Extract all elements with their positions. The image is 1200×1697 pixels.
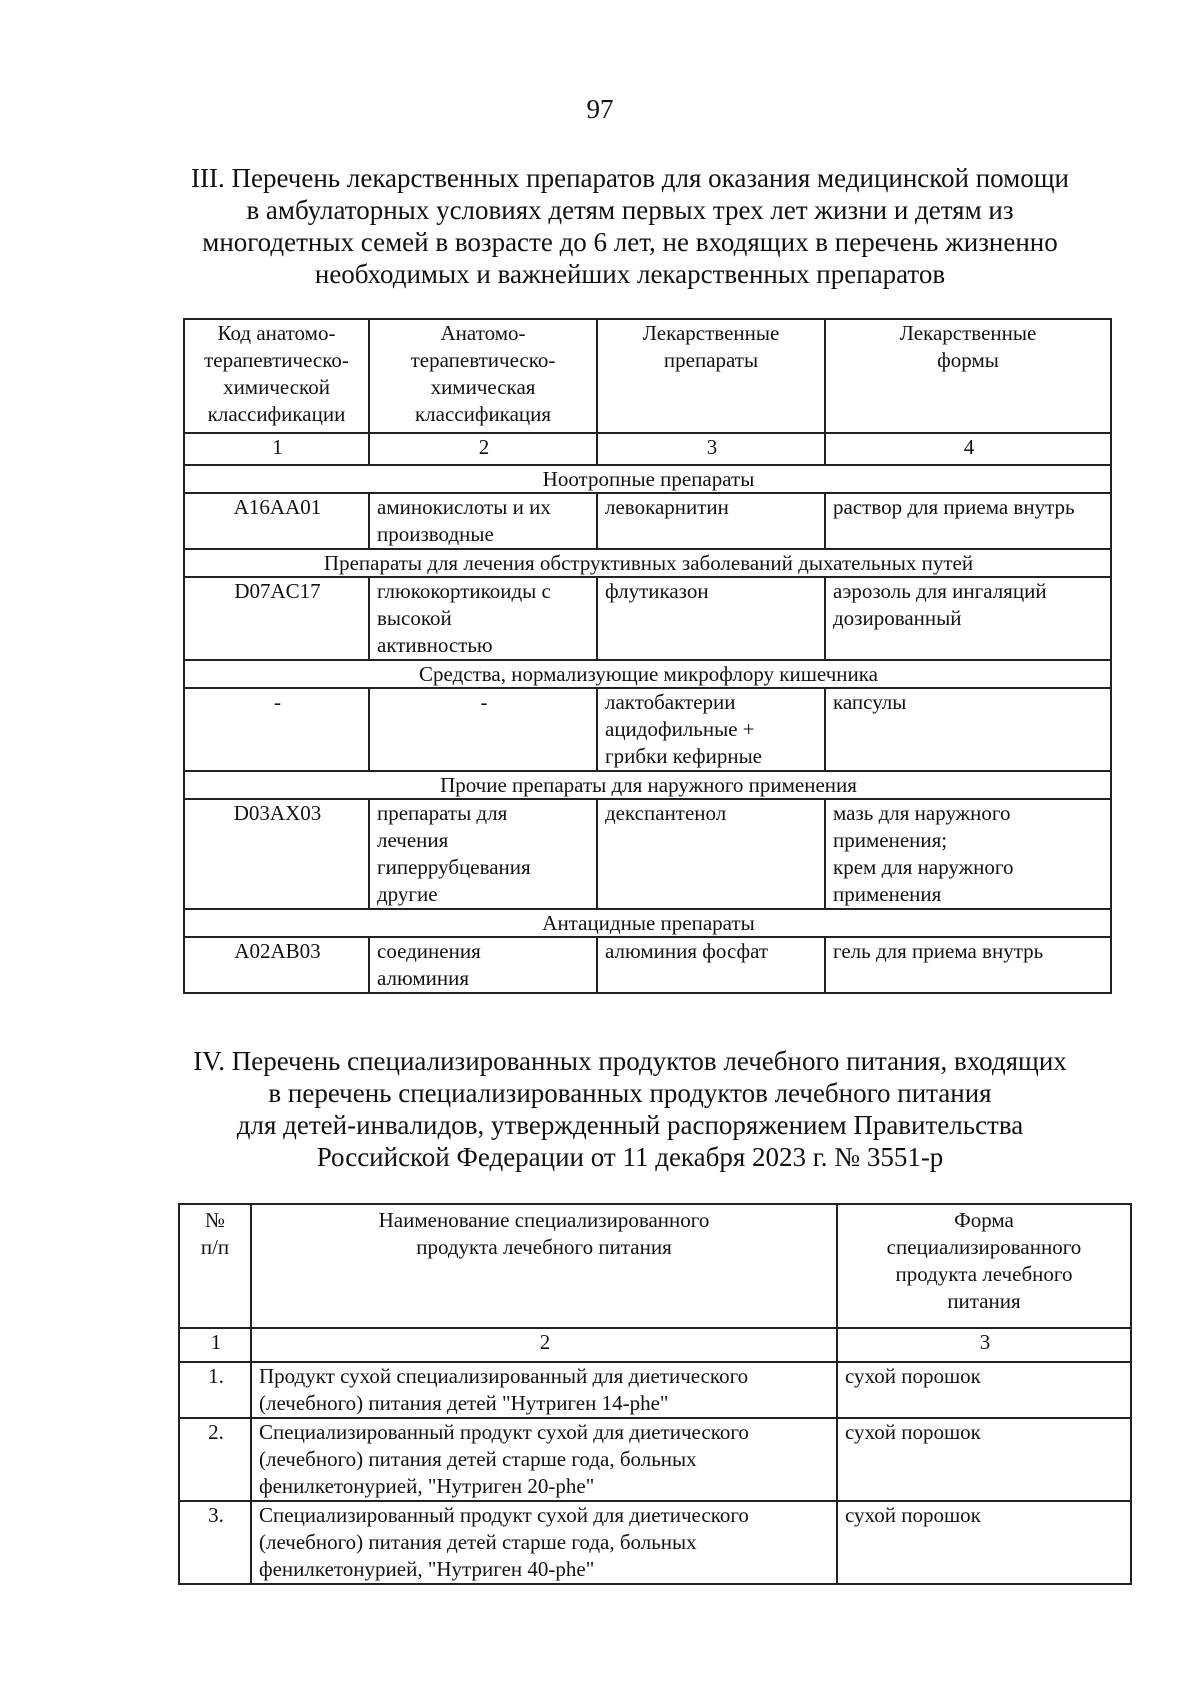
section-4-title-line: для детей-инвалидов, утвержденный распоряжением Правительства — [236, 1110, 1024, 1140]
column-header-line: специализированного — [886, 1235, 1082, 1259]
column-header — [825, 319, 1111, 433]
atc-classification-line: алюминия — [377, 966, 470, 990]
product-name-line: Специализированный продукт сухой для диетического — [259, 1420, 749, 1444]
column-header-line: терапевтическо- — [204, 348, 349, 372]
group-row — [184, 660, 1111, 688]
column-header-line: классификации — [207, 402, 346, 426]
dosage-forms-line: крем для наружного — [833, 855, 1014, 879]
section-4-title-line: Российской Федерации от 11 декабря 2023 г. № 3551-р — [316, 1142, 944, 1172]
column-header-line: Лекарственные — [642, 321, 780, 345]
section-4-title-line: в перечень специализированных продуктов лечебного питания — [268, 1078, 992, 1108]
group-row — [184, 465, 1111, 493]
table-row — [184, 493, 1111, 549]
row-number: 1. — [179, 1362, 251, 1418]
row-number: 2. — [179, 1418, 251, 1501]
column-header-line: Форма — [954, 1208, 1014, 1232]
medicines-table — [183, 318, 1112, 994]
dosage-forms-line: гель для приема внутрь — [833, 939, 1044, 963]
column-number: 1 — [184, 433, 369, 465]
atc-classification-line: соединения — [377, 939, 481, 963]
column-header-line: препараты — [663, 348, 759, 372]
section-3-title-line: необходимых и важнейших лекарственных препаратов — [314, 259, 946, 289]
column-header-line: формы — [937, 348, 999, 372]
group-title: Прочие препараты для наружного применения — [184, 771, 1111, 799]
drug-name-line: декспантенол — [605, 801, 727, 825]
column-header-line: классификация — [414, 402, 552, 426]
table-header-row — [184, 319, 1111, 433]
drug-name — [597, 493, 825, 549]
column-header — [597, 319, 825, 433]
atc-classification — [369, 799, 597, 909]
column-number: 2 — [251, 1328, 837, 1362]
atc-code: D03AX03 — [184, 799, 369, 909]
product-name-line: фенилкетонурией, "Нутриген 20-phe" — [259, 1474, 595, 1498]
product-name — [251, 1418, 837, 1501]
atc-code: - — [184, 688, 369, 771]
dosage-forms-line: дозированный — [833, 606, 962, 630]
atc-classification-line: препараты для — [377, 801, 508, 825]
column-header — [369, 319, 597, 433]
drug-name-line: левокарнитин — [605, 495, 729, 519]
section-4-title — [150, 1045, 1110, 1173]
column-header-line: продукта лечебного питания — [416, 1235, 672, 1259]
table-header-row — [179, 1204, 1131, 1328]
product-form: сухой порошок — [837, 1418, 1131, 1501]
atc-classification-line: - — [480, 690, 488, 714]
dosage-forms-line: капсулы — [833, 690, 907, 714]
column-header-line: Лекарственные — [899, 321, 1037, 345]
group-title: Ноотропные препараты — [184, 465, 1111, 493]
atc-classification — [369, 937, 597, 993]
column-header-line: Код анатомо- — [217, 321, 336, 345]
drug-name-line: алюминия фосфат — [605, 939, 769, 963]
drug-name — [597, 799, 825, 909]
column-number: 1 — [179, 1328, 251, 1362]
table-row — [179, 1362, 1131, 1418]
dosage-forms — [825, 937, 1111, 993]
column-header — [837, 1204, 1131, 1328]
section-4-title-line: IV. Перечень специализированных продуктов лечебного питания, входящих — [193, 1046, 1067, 1076]
atc-classification-line: лечения — [377, 828, 449, 852]
column-header-line: № — [204, 1208, 226, 1232]
column-header-line: п/п — [200, 1235, 230, 1259]
column-header-line: терапевтическо- — [410, 348, 556, 372]
page-number: 97 — [586, 94, 614, 124]
atc-classification-line: глюкокортикоиды с — [377, 579, 551, 603]
drug-name-line: лактобактерии — [605, 690, 736, 714]
section-3-title-line: III. Перечень лекарственных препаратов для оказания медицинской помощи — [191, 163, 1069, 193]
row-number: 3. — [179, 1501, 251, 1584]
product-name-line: Специализированный продукт сухой для диетического — [259, 1503, 749, 1527]
drug-name — [597, 937, 825, 993]
column-header-line: химической — [223, 375, 330, 399]
dosage-forms-line: мазь для наружного — [833, 801, 1011, 825]
atc-code: A02AB03 — [184, 937, 369, 993]
drug-name-line: флутиказон — [605, 579, 709, 603]
column-header-line: питания — [947, 1289, 1021, 1313]
section-3-title-line: в амбулаторных условиях детям первых трех лет жизни и детям из — [246, 195, 1014, 225]
column-header-line: химическая — [430, 375, 536, 399]
dosage-forms — [825, 577, 1111, 660]
dosage-forms — [825, 493, 1111, 549]
atc-classification-line: активностью — [377, 633, 493, 657]
column-number: 2 — [369, 433, 597, 465]
column-number-row — [184, 433, 1111, 465]
group-title: Антацидные препараты — [184, 909, 1111, 937]
column-number: 3 — [837, 1328, 1131, 1362]
product-name-line: фенилкетонурией, "Нутриген 40-phe" — [259, 1557, 595, 1581]
section-3-title-line: многодетных семей в возрасте до 6 лет, не входящих в перечень жизненно — [202, 227, 1058, 257]
table-row — [184, 937, 1111, 993]
atc-classification-line: аминокислоты и их — [377, 495, 551, 519]
atc-classification-line: высокой — [377, 606, 452, 630]
table-row — [179, 1501, 1131, 1584]
atc-code: A16AA01 — [184, 493, 369, 549]
group-row — [184, 909, 1111, 937]
dosage-forms-line: применения — [833, 882, 942, 906]
group-title: Средства, нормализующие микрофлору кишечника — [184, 660, 1111, 688]
column-header-line: Наименование специализированного — [378, 1208, 710, 1232]
product-name-line: Продукт сухой специализированный для диетического — [259, 1364, 749, 1388]
atc-classification-line: производные — [377, 522, 494, 546]
column-header-line: Анатомо- — [440, 321, 526, 345]
column-number-row — [179, 1328, 1131, 1362]
product-name-line: (лечебного) питания детей старше года, больных — [259, 1447, 697, 1471]
product-name-line: (лечебного) питания детей "Нутриген 14-phe" — [259, 1391, 669, 1415]
table-row — [179, 1418, 1131, 1501]
section-3-title — [150, 162, 1110, 290]
drug-name-line: ацидофильные + — [605, 717, 755, 741]
dosage-forms — [825, 688, 1111, 771]
column-number: 3 — [597, 433, 825, 465]
column-number: 4 — [825, 433, 1111, 465]
drug-name-line: грибки кефирные — [605, 744, 762, 768]
drug-name — [597, 577, 825, 660]
table-row — [184, 799, 1111, 909]
group-row — [184, 771, 1111, 799]
product-name — [251, 1501, 837, 1584]
product-form: сухой порошок — [837, 1501, 1131, 1584]
column-header-line: продукта лечебного — [895, 1262, 1073, 1286]
atc-code: D07AC17 — [184, 577, 369, 660]
product-form: сухой порошок — [837, 1362, 1131, 1418]
dosage-forms-line: применения; — [833, 828, 948, 852]
group-row — [184, 549, 1111, 577]
product-name — [251, 1362, 837, 1418]
nutrition-products-table — [178, 1203, 1132, 1585]
dosage-forms-line: раствор для приема внутрь — [833, 495, 1075, 519]
drug-name — [597, 688, 825, 771]
dosage-forms-line: аэрозоль для ингаляций — [833, 579, 1047, 603]
atc-classification-line: гиперрубцевания — [377, 855, 531, 879]
dosage-forms — [825, 799, 1111, 909]
column-header — [179, 1204, 251, 1328]
group-title: Препараты для лечения обструктивных заболеваний дыхательных путей — [184, 549, 1111, 577]
atc-classification — [369, 577, 597, 660]
product-name-line: (лечебного) питания детей старше года, больных — [259, 1530, 697, 1554]
table-row — [184, 688, 1111, 771]
atc-classification-line: другие — [377, 882, 438, 906]
atc-classification — [369, 688, 597, 771]
column-header — [251, 1204, 837, 1328]
column-header — [184, 319, 369, 433]
table-row — [184, 577, 1111, 660]
atc-classification — [369, 493, 597, 549]
